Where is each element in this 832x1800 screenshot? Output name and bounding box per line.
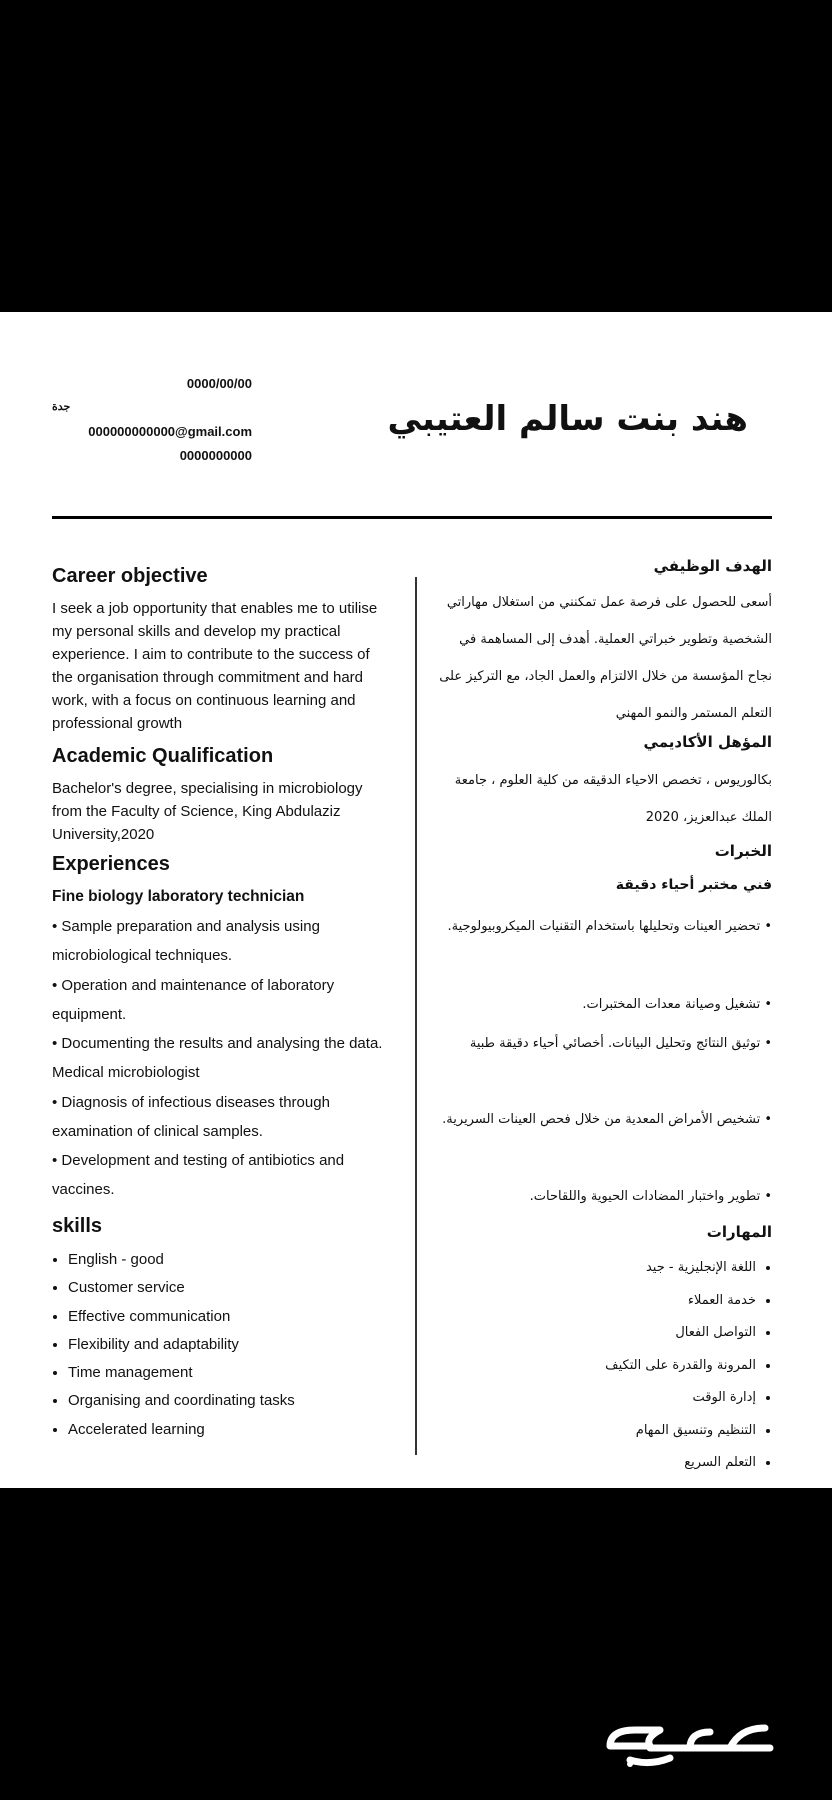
experience-bullet: • Documenting the results and analysing the data. Medical microbiologist (52, 1035, 383, 1081)
header-divider (52, 516, 772, 519)
skill-item-ar: • اللغة الإنجليزية - جيد (416, 1252, 756, 1285)
career-objective-heading-ar: الهدف الوظيفي (653, 557, 772, 575)
academic-heading: Academic Qualification (52, 745, 274, 767)
haraj-watermark-logo (590, 1708, 790, 1768)
skill-item: • Accelerated learning (68, 1416, 408, 1444)
skill-item-ar: • التواصل الفعال (416, 1317, 756, 1350)
skill-item: • Customer service (68, 1274, 408, 1302)
experience-bullet: • Sample preparation and analysis using microbiological techniques. (52, 918, 320, 964)
applicant-name: هند بنت سالم العتيبي (387, 399, 748, 439)
skill-item-ar: • خدمة العملاء (416, 1285, 756, 1318)
skills-list-ar (416, 1252, 772, 1480)
contact-phone: 0000000000 (179, 448, 252, 463)
contact-date: 0000/00/00 (186, 376, 252, 391)
academic-text-ar: بكالوريوس ، تخصص الاحياء الدقيقه من كلية العلوم ، جامعة الملك عبدالعزيز، 2020 (454, 773, 772, 825)
academic-heading-ar: المؤهل الأكاديمي (643, 733, 772, 751)
skill-item-ar: • إدارة الوقت (416, 1382, 756, 1415)
skill-item-ar: • التعلم السريع (416, 1447, 756, 1480)
experience-bullet: • Operation and maintenance of laboratory equipment. (52, 977, 335, 1023)
experience-bullet-ar: • تطوير واختبار المضادات الحيوية واللقاحات. (529, 1189, 772, 1204)
job-title: Fine biology laboratory technician (52, 888, 305, 905)
experience-bullet: • Diagnosis of infectious diseases through examination of clinical samples. (52, 1094, 330, 1140)
skill-item: • Flexibility and adaptability (68, 1331, 408, 1359)
skill-item-ar: • التنظيم وتنسيق المهام (416, 1415, 756, 1448)
skill-item: • Time management (68, 1359, 408, 1387)
skills-heading-ar: المهارات (706, 1223, 772, 1241)
career-objective-text-ar: أسعى للحصول على فرصة عمل تمكنني من استغلال مهاراتي الشخصية وتطوير خبراتي العملية. أهدف إلى المساهمة في نجاح المؤسسة من خلال الالتزام والعمل الجاد، مع التركيز على التعلم المستمر والنمو المهني (439, 595, 772, 721)
skills-heading: skills (52, 1215, 103, 1237)
experience-bullet-ar: • تشخيص الأمراض المعدية من خلال فحص العينات السريرية. (442, 1112, 772, 1127)
resume-page (0, 312, 832, 1488)
experience-bullet-ar: • تحضير العينات وتحليلها باستخدام التقنيات الميكروبيولوجية. (447, 919, 772, 934)
career-objective-text: I seek a job opportunity that enables me to utilise my personal skills and develop my practical experience. I aim to contribute to the success of the organisation through commitment and hard work, with a focus on continuous learning and professional growth (52, 600, 378, 732)
experiences-heading: Experiences (52, 853, 170, 875)
skill-item: • Organising and coordinating tasks (68, 1387, 408, 1415)
career-objective-heading: Career objective (52, 565, 208, 587)
academic-text: Bachelor's degree, specialising in microbiology from the Faculty of Science, King Abdulaziz University,2020 (52, 780, 363, 843)
skill-item-ar: • المرونة والقدرة على التكيف (416, 1350, 756, 1383)
skills-list (52, 1246, 408, 1444)
skill-item: • Effective communication (68, 1303, 408, 1331)
skill-item: • English - good (68, 1246, 408, 1274)
contact-email: 000000000000@gmail.com (88, 424, 252, 439)
experience-bullet: • Development and testing of antibiotics and vaccines. (52, 1152, 345, 1198)
job-title-ar: فني مختبر أحياء دقيقة (615, 877, 772, 893)
experience-bullet-ar: • تشغيل وصيانة معدات المختبرات. (582, 997, 772, 1012)
contact-city: جدة (52, 401, 71, 413)
experiences-heading-ar: الخبرات (714, 842, 772, 860)
experience-bullet-ar: • توثيق النتائج وتحليل البيانات. أخصائي أحياء دقيقة طبية (469, 1036, 772, 1051)
